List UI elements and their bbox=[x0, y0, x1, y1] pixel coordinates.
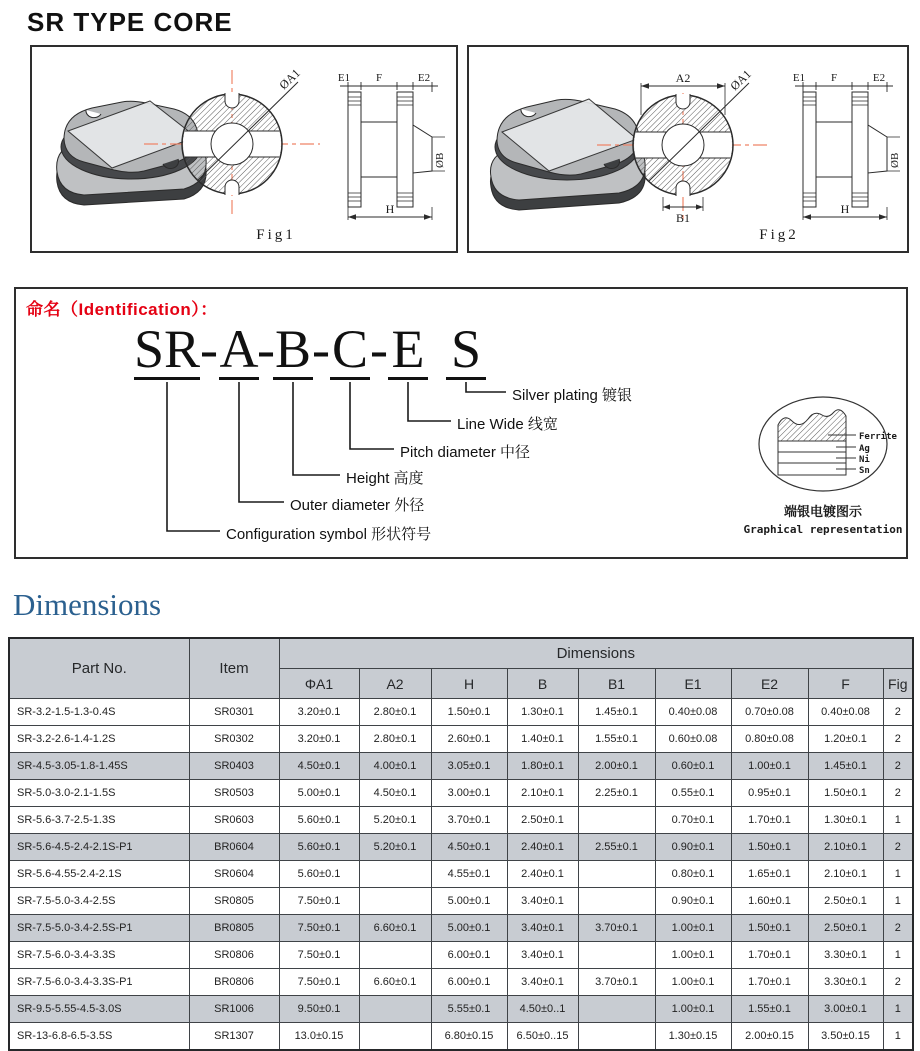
cell-phi-a1: 9.50±0.1 bbox=[279, 996, 359, 1023]
cell-fig: 2 bbox=[883, 834, 913, 861]
cell-part-no: SR-5.6-4.5-2.4-2.1S-P1 bbox=[9, 834, 189, 861]
dim-label-e1: E1 bbox=[337, 72, 351, 84]
cell-part-no: SR-7.5-5.0-3.4-2.5S-P1 bbox=[9, 915, 189, 942]
cell-e1: 1.00±0.1 bbox=[655, 942, 731, 969]
cell-e1: 0.55±0.1 bbox=[655, 780, 731, 807]
table-row bbox=[9, 888, 913, 915]
cell-phi-a1: 7.50±0.1 bbox=[279, 888, 359, 915]
cell-f: 1.45±0.1 bbox=[808, 753, 883, 780]
cell-e2: 1.70±0.1 bbox=[731, 969, 808, 996]
figure-1-box bbox=[30, 45, 458, 253]
cell-a2: 6.60±0.1 bbox=[359, 915, 431, 942]
header-e1: E1 bbox=[655, 669, 731, 699]
cell-item: BR0604 bbox=[189, 834, 279, 861]
cell-b: 1.30±0.1 bbox=[507, 699, 578, 726]
code-separator: - bbox=[257, 319, 275, 379]
cell-h: 1.50±0.1 bbox=[431, 699, 507, 726]
core-side-view bbox=[793, 72, 901, 220]
cell-a2: 2.80±0.1 bbox=[359, 699, 431, 726]
cell-h: 4.50±0.1 bbox=[431, 834, 507, 861]
cell-a2 bbox=[359, 888, 431, 915]
cell-phi-a1: 3.20±0.1 bbox=[279, 726, 359, 753]
cell-item: SR0806 bbox=[189, 942, 279, 969]
cell-part-no: SR-3.2-1.5-1.3-0.4S bbox=[9, 699, 189, 726]
header-b1: B1 bbox=[578, 669, 655, 699]
dim-label-phi-a1: ØA1 bbox=[727, 66, 754, 94]
cell-fig: 2 bbox=[883, 753, 913, 780]
code-separator: - bbox=[200, 319, 218, 379]
dim-label-f: F bbox=[375, 72, 383, 84]
cell-part-no: SR-5.6-3.7-2.5-1.3S bbox=[9, 807, 189, 834]
plating-layer-sn: Sn bbox=[859, 466, 870, 476]
cell-e1: 0.60±0.1 bbox=[655, 753, 731, 780]
plating-layer-ag: Ag bbox=[859, 444, 870, 454]
figure-1-label: Fig1 bbox=[256, 227, 296, 243]
cell-phi-a1: 5.00±0.1 bbox=[279, 780, 359, 807]
dim-label-f: F bbox=[830, 72, 838, 84]
cell-h: 6.00±0.1 bbox=[431, 942, 507, 969]
cell-phi-a1: 4.50±0.1 bbox=[279, 753, 359, 780]
dim-label-e1: E1 bbox=[792, 72, 806, 84]
code-separator: - bbox=[312, 319, 330, 379]
cell-h: 5.00±0.1 bbox=[431, 915, 507, 942]
dimensions-table-body bbox=[9, 699, 913, 1051]
cell-e1: 1.00±0.1 bbox=[655, 996, 731, 1023]
cell-e2: 1.50±0.1 bbox=[731, 834, 808, 861]
table-row bbox=[9, 1023, 913, 1051]
cell-f: 3.30±0.1 bbox=[808, 969, 883, 996]
plating-caption-en: Graphical representation bbox=[743, 523, 903, 536]
core-side-view bbox=[338, 72, 446, 220]
cell-e2: 1.55±0.1 bbox=[731, 996, 808, 1023]
cell-e2: 1.65±0.1 bbox=[731, 861, 808, 888]
cell-phi-a1: 5.60±0.1 bbox=[279, 807, 359, 834]
dim-label-phi-b: ØB bbox=[889, 152, 901, 168]
cell-f: 1.30±0.1 bbox=[808, 807, 883, 834]
cell-e1: 1.00±0.1 bbox=[655, 969, 731, 996]
cell-e2: 0.80±0.08 bbox=[731, 726, 808, 753]
cell-b1 bbox=[578, 861, 655, 888]
cell-part-no: SR-3.2-2.6-1.4-1.2S bbox=[9, 726, 189, 753]
cell-a2 bbox=[359, 1023, 431, 1051]
dim-label-h: H bbox=[385, 202, 395, 216]
callout-line-wide: Line Wide 线宽 bbox=[457, 416, 558, 433]
cell-part-no: SR-7.5-6.0-3.4-3.3S bbox=[9, 942, 189, 969]
core-3d-view bbox=[490, 99, 645, 210]
cell-b: 6.50±0..15 bbox=[507, 1023, 578, 1051]
header-fig: Fig bbox=[883, 669, 913, 699]
callout-height: Height 高度 bbox=[346, 470, 424, 487]
cell-h: 3.05±0.1 bbox=[431, 753, 507, 780]
code-part-s: S bbox=[446, 322, 486, 380]
cell-a2: 4.00±0.1 bbox=[359, 753, 431, 780]
table-row bbox=[9, 780, 913, 807]
cell-b1: 2.55±0.1 bbox=[578, 834, 655, 861]
cell-item: SR0805 bbox=[189, 888, 279, 915]
cell-item: BR0806 bbox=[189, 969, 279, 996]
cell-part-no: SR-13-6.8-6.5-3.5S bbox=[9, 1023, 189, 1051]
cell-part-no: SR-5.6-4.55-2.4-2.1S bbox=[9, 861, 189, 888]
header-item: Item bbox=[189, 638, 279, 699]
cell-item: SR0301 bbox=[189, 699, 279, 726]
cell-b1: 2.25±0.1 bbox=[578, 780, 655, 807]
cell-f: 2.10±0.1 bbox=[808, 834, 883, 861]
code-part-sr: SR bbox=[134, 319, 201, 379]
cell-item: SR0604 bbox=[189, 861, 279, 888]
cell-b: 2.40±0.1 bbox=[507, 834, 578, 861]
plating-layer-ferrite: Ferrite bbox=[859, 432, 897, 442]
cell-b1: 3.70±0.1 bbox=[578, 969, 655, 996]
header-f: F bbox=[808, 669, 883, 699]
cell-a2: 6.60±0.1 bbox=[359, 969, 431, 996]
cell-e2: 1.50±0.1 bbox=[731, 915, 808, 942]
cell-b: 3.40±0.1 bbox=[507, 888, 578, 915]
table-row bbox=[9, 699, 913, 726]
figure-2-drawing bbox=[469, 47, 903, 247]
table-row bbox=[9, 726, 913, 753]
cell-a2 bbox=[359, 861, 431, 888]
cell-e2: 1.00±0.1 bbox=[731, 753, 808, 780]
cell-part-no: SR-7.5-5.0-3.4-2.5S bbox=[9, 888, 189, 915]
cell-fig: 2 bbox=[883, 726, 913, 753]
cell-part-no: SR-9.5-5.55-4.5-3.0S bbox=[9, 996, 189, 1023]
dim-label-e2: E2 bbox=[872, 72, 886, 84]
dim-label-a2: A2 bbox=[675, 71, 691, 85]
header-b: B bbox=[507, 669, 578, 699]
table-row bbox=[9, 834, 913, 861]
cell-a2: 2.80±0.1 bbox=[359, 726, 431, 753]
cell-e1: 0.90±0.1 bbox=[655, 888, 731, 915]
dim-label-e2: E2 bbox=[417, 72, 431, 84]
figure-2-label: Fig2 bbox=[759, 227, 799, 243]
dim-label-b1: B1 bbox=[675, 211, 691, 225]
cell-part-no: SR-5.0-3.0-2.1-1.5S bbox=[9, 780, 189, 807]
cell-f: 2.50±0.1 bbox=[808, 888, 883, 915]
cell-b1 bbox=[578, 1023, 655, 1051]
table-header bbox=[9, 638, 913, 699]
cell-e1: 1.00±0.1 bbox=[655, 915, 731, 942]
plating-layer-ni: Ni bbox=[859, 455, 870, 465]
cell-item: SR0603 bbox=[189, 807, 279, 834]
cell-e2: 1.60±0.1 bbox=[731, 888, 808, 915]
cell-phi-a1: 7.50±0.1 bbox=[279, 942, 359, 969]
cell-b: 1.40±0.1 bbox=[507, 726, 578, 753]
figure-2-box bbox=[467, 45, 909, 253]
cell-phi-a1: 5.60±0.1 bbox=[279, 861, 359, 888]
header-e2: E2 bbox=[731, 669, 808, 699]
cell-b: 3.40±0.1 bbox=[507, 942, 578, 969]
cell-h: 2.60±0.1 bbox=[431, 726, 507, 753]
cell-fig: 2 bbox=[883, 699, 913, 726]
code-separator: - bbox=[370, 319, 388, 379]
cell-phi-a1: 7.50±0.1 bbox=[279, 969, 359, 996]
cell-e1: 0.90±0.1 bbox=[655, 834, 731, 861]
dim-label-phi-b: ØB bbox=[434, 152, 446, 168]
code-part-e: E bbox=[388, 322, 428, 380]
table-row bbox=[9, 753, 913, 780]
cell-part-no: SR-4.5-3.05-1.8-1.45S bbox=[9, 753, 189, 780]
cell-e1: 0.70±0.1 bbox=[655, 807, 731, 834]
cell-h: 5.55±0.1 bbox=[431, 996, 507, 1023]
header-a2: A2 bbox=[359, 669, 431, 699]
cell-f: 1.20±0.1 bbox=[808, 726, 883, 753]
cell-phi-a1: 13.0±0.15 bbox=[279, 1023, 359, 1051]
cell-item: SR0302 bbox=[189, 726, 279, 753]
code-part-b: B bbox=[274, 319, 312, 379]
callout-pitch-diameter: Pitch diameter 中径 bbox=[400, 444, 531, 461]
cell-h: 6.00±0.1 bbox=[431, 969, 507, 996]
table-row bbox=[9, 807, 913, 834]
cell-f: 3.50±0.15 bbox=[808, 1023, 883, 1051]
cell-b1: 2.00±0.1 bbox=[578, 753, 655, 780]
header-dimensions-group: Dimensions bbox=[279, 638, 913, 669]
cell-a2: 5.20±0.1 bbox=[359, 834, 431, 861]
header-part-no: Part No. bbox=[9, 638, 189, 699]
cell-e1: 1.30±0.15 bbox=[655, 1023, 731, 1051]
plating-diagram bbox=[744, 397, 903, 536]
cell-e2: 1.70±0.1 bbox=[731, 807, 808, 834]
cell-b1 bbox=[578, 942, 655, 969]
cell-fig: 1 bbox=[883, 1023, 913, 1051]
cell-fig: 1 bbox=[883, 942, 913, 969]
table-row bbox=[9, 915, 913, 942]
cell-fig: 2 bbox=[883, 780, 913, 807]
cell-phi-a1: 5.60±0.1 bbox=[279, 834, 359, 861]
code-part-c: C bbox=[331, 319, 369, 379]
callout-outer-diameter: Outer diameter 外径 bbox=[290, 497, 425, 514]
cell-item: SR0403 bbox=[189, 753, 279, 780]
cell-b1 bbox=[578, 996, 655, 1023]
cell-b: 2.10±0.1 bbox=[507, 780, 578, 807]
cell-b: 4.50±0..1 bbox=[507, 996, 578, 1023]
identification-box bbox=[14, 287, 908, 559]
header-h: H bbox=[431, 669, 507, 699]
table-row bbox=[9, 861, 913, 888]
callout-configuration-symbol: Configuration symbol 形状符号 bbox=[226, 526, 432, 543]
cell-f: 3.30±0.1 bbox=[808, 942, 883, 969]
cell-e2: 0.95±0.1 bbox=[731, 780, 808, 807]
cell-f: 3.00±0.1 bbox=[808, 996, 883, 1023]
cell-f: 2.10±0.1 bbox=[808, 861, 883, 888]
cell-item: SR1006 bbox=[189, 996, 279, 1023]
table-row bbox=[9, 969, 913, 996]
cell-b1: 1.55±0.1 bbox=[578, 726, 655, 753]
header-phi-a1: ΦA1 bbox=[279, 669, 359, 699]
cell-b: 1.80±0.1 bbox=[507, 753, 578, 780]
cell-b: 3.40±0.1 bbox=[507, 915, 578, 942]
cell-phi-a1: 3.20±0.1 bbox=[279, 699, 359, 726]
cell-fig: 2 bbox=[883, 915, 913, 942]
cell-h: 5.00±0.1 bbox=[431, 888, 507, 915]
table-row bbox=[9, 996, 913, 1023]
cell-item: SR0503 bbox=[189, 780, 279, 807]
cell-e2: 1.70±0.1 bbox=[731, 942, 808, 969]
code-part-a: A bbox=[219, 319, 259, 379]
cell-fig: 1 bbox=[883, 996, 913, 1023]
cell-item: BR0805 bbox=[189, 915, 279, 942]
cell-f: 1.50±0.1 bbox=[808, 780, 883, 807]
cell-fig: 2 bbox=[883, 969, 913, 996]
cell-e2: 0.70±0.08 bbox=[731, 699, 808, 726]
cell-part-no: SR-7.5-6.0-3.4-3.3S-P1 bbox=[9, 969, 189, 996]
plating-caption-zh: 端银电镀图示 bbox=[783, 504, 863, 519]
page-title: SR TYPE CORE bbox=[27, 7, 233, 37]
cell-b1: 3.70±0.1 bbox=[578, 915, 655, 942]
cell-phi-a1: 7.50±0.1 bbox=[279, 915, 359, 942]
cell-f: 0.40±0.08 bbox=[808, 699, 883, 726]
cell-b: 3.40±0.1 bbox=[507, 969, 578, 996]
cell-a2: 4.50±0.1 bbox=[359, 780, 431, 807]
callout-silver-plating: Silver plating 镀银 bbox=[512, 387, 633, 404]
cell-item: SR1307 bbox=[189, 1023, 279, 1051]
dimensions-section-heading: Dimensions bbox=[13, 587, 162, 622]
cell-a2 bbox=[359, 942, 431, 969]
cell-b: 2.50±0.1 bbox=[507, 807, 578, 834]
cell-e1: 0.40±0.08 bbox=[655, 699, 731, 726]
cell-e2: 2.00±0.15 bbox=[731, 1023, 808, 1051]
identification-heading: 命名（Identification）： bbox=[26, 300, 218, 319]
cell-e1: 0.80±0.1 bbox=[655, 861, 731, 888]
cell-h: 6.80±0.15 bbox=[431, 1023, 507, 1051]
cell-a2: 5.20±0.1 bbox=[359, 807, 431, 834]
cell-h: 3.70±0.1 bbox=[431, 807, 507, 834]
cell-fig: 1 bbox=[883, 861, 913, 888]
cell-fig: 1 bbox=[883, 807, 913, 834]
table-row bbox=[9, 942, 913, 969]
cell-h: 4.55±0.1 bbox=[431, 861, 507, 888]
cell-b: 2.40±0.1 bbox=[507, 861, 578, 888]
cell-b1 bbox=[578, 888, 655, 915]
cell-a2 bbox=[359, 996, 431, 1023]
cell-e1: 0.60±0.08 bbox=[655, 726, 731, 753]
dimensions-table bbox=[8, 637, 914, 1051]
dim-label-h: H bbox=[840, 202, 850, 216]
cell-b1 bbox=[578, 807, 655, 834]
cell-b1: 1.45±0.1 bbox=[578, 699, 655, 726]
cell-f: 2.50±0.1 bbox=[808, 915, 883, 942]
dim-label-phi-a1: ØA1 bbox=[276, 65, 303, 93]
cell-fig: 1 bbox=[883, 888, 913, 915]
figure-1-drawing bbox=[32, 47, 452, 247]
cell-h: 3.00±0.1 bbox=[431, 780, 507, 807]
